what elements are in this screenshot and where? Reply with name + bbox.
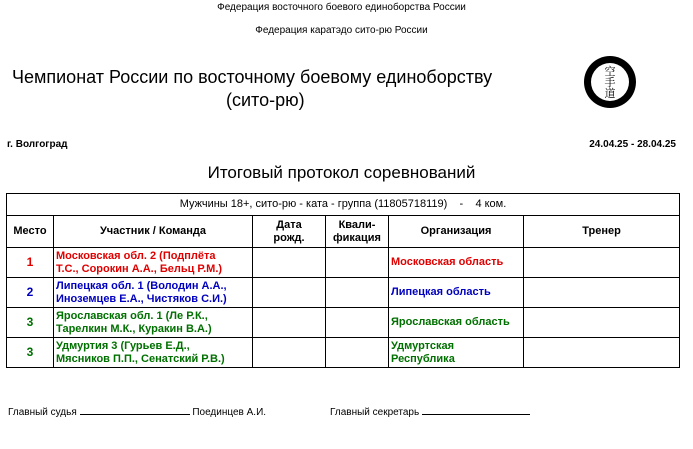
column-header-qualification [326,216,389,248]
logo-glyph-1: 空 [604,66,616,78]
table-row [7,338,680,368]
birth-date-cell [253,338,326,368]
column-header-qual-line1: Квали- [338,218,376,231]
table-row [7,248,680,278]
chief-secretary-label: Главный секретарь [330,407,420,418]
participant-line-1: Липецкая обл. 1 (Володин А.А., [56,279,227,292]
karate-do-emblem-icon [583,55,637,109]
participant-cell [54,248,253,278]
organization-line-1: Липецкая область [391,286,491,298]
participant-line-2: Тарелкин М.К., Куракин В.А.) [56,322,212,335]
birth-date-cell [253,278,326,308]
participant-line-2: Мясников П.П., Сенатский Р.В.) [56,352,225,365]
qualification-cell [326,308,389,338]
coach-cell [524,278,680,308]
organization-cell [389,308,524,338]
federation-name-1: Федерация восточного боевого единоборства России [217,2,466,13]
column-header-place: Место [7,216,54,248]
championship-title-line-2: (сито-рю) [226,90,305,110]
table-row [7,308,680,338]
qualification-cell [326,338,389,368]
logo-glyph-3: 道 [604,88,616,100]
competition-dates: 24.04.25 - 28.04.25 [589,139,676,150]
chief-judge-signature-line [80,405,190,415]
organization-line-1: Удмуртская [391,339,455,352]
chief-secretary-signature-line [422,405,530,415]
federation-name-2: Федерация каратэдо сито-рю России [255,25,428,36]
protocol-title: Итоговый протокол соревнований [207,163,476,182]
participant-line-2: Иноземцев Е.А., Чистяков С.И.) [56,292,227,305]
qualification-cell [326,278,389,308]
column-header-birth-line2: рожд. [273,231,305,244]
chief-judge-name: Поединцев А.И. [192,407,267,418]
chief-judge-label: Главный судья [8,407,77,418]
participant-line-1: Ярославская обл. 1 (Ле Р.К., [56,309,208,322]
logo-glyph-2: 手 [604,77,616,89]
organization-line-1: Московская область [391,256,504,268]
column-header-organization: Организация [389,216,524,248]
place-cell: 2 [7,278,54,308]
birth-date-cell [253,248,326,278]
participant-cell [54,308,253,338]
results-table [6,193,680,368]
chief-judge-signature [8,405,266,418]
column-header-birth-date [253,216,326,248]
participant-cell [54,338,253,368]
participant-cell [54,278,253,308]
place-cell: 3 [7,338,54,368]
coach-cell [524,308,680,338]
column-header-birth-line1: Дата [276,218,302,231]
organization-cell [389,278,524,308]
place-cell: 1 [7,248,54,278]
column-header-coach: Тренер [524,216,680,248]
coach-cell [524,248,680,278]
column-header-participant: Участник / Команда [54,216,253,248]
category-title: Мужчины 18+, сито-рю - ката - группа (11805718119) - 4 ком. [7,194,680,216]
city: г. Волгоград [7,139,68,150]
table-row [7,278,680,308]
organization-cell [389,248,524,278]
chief-secretary-signature [330,405,530,418]
karate-do-logo [583,55,637,109]
table-header-row [7,216,680,248]
column-header-qual-line2: фикация [333,231,381,244]
participant-line-2: Т.С., Сорокин А.А., Бельц Р.М.) [56,262,223,275]
organization-cell [389,338,524,368]
coach-cell [524,338,680,368]
participant-line-1: Удмуртия 3 (Гурьев Е.Д., [56,339,190,352]
participant-line-1: Московская обл. 2 (Подплёта [56,249,216,262]
qualification-cell [326,248,389,278]
organization-line-2: Республика [391,352,455,365]
category-row [7,194,680,216]
championship-title-line-1: Чемпионат России по восточному боевому единоборству [12,67,493,87]
organization-line-1: Ярославская область [391,316,510,328]
place-cell: 3 [7,308,54,338]
birth-date-cell [253,308,326,338]
